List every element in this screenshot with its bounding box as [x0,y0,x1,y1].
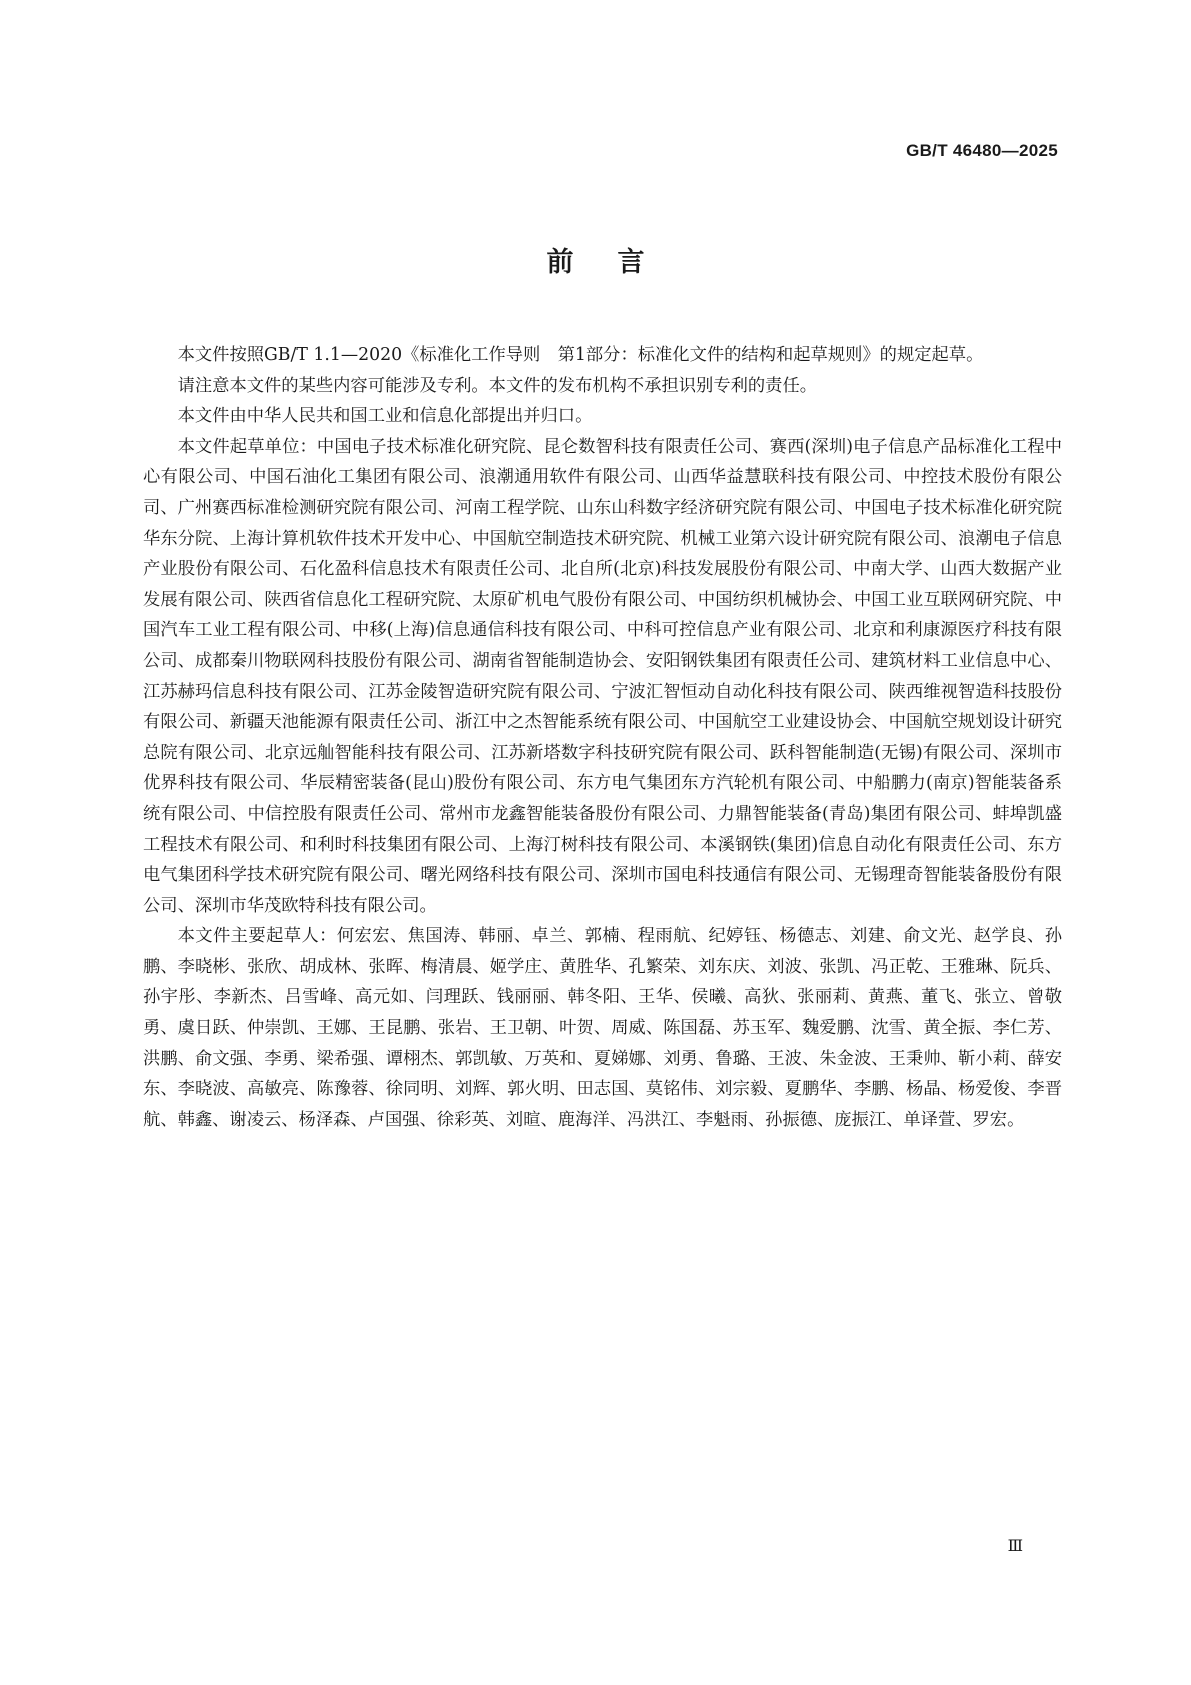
paragraph-patent-notice: 请注意本文件的某些内容可能涉及专利。本文件的发布机构不承担识别专利的责任。 [177,375,818,396]
paragraph-drafting-units: 本文件起草单位：中国电子技术标准化研究院、昆仑数智科技有限责任公司、赛西(深圳)电子信息产品标准化工程中心有限公司、中国石油化工集团有限公司、浪潮通用软件有限公司、山西华益慧联科技有限公司、中控技术股份有限公司、广州赛西标准检测研究院有限公司、河南工程学院、山东山科数字经济研究院有限公司、中国电子技术标准化研究院华东分院、上海计算机软件技术开发中心、中国航空制造技术研究院、机械工业第六设计研究院有限公司、浪潮电子信息产业股份有限公司、石化盈科信息技术有限责任公司、北自所(北京)科技发展股份有限公司、中南大学、山西大数据产业发展有限公司、陕西省信息化工程研究院、太原矿机电气股份有限公司、中国纺织机械协会、中国工业互联网研究院、中国汽车工业工程有限公司、中移(上海)信息通信科技有限公司、中科可控信息产业有限公司、北京和利康源医疗科技有限公司、成都秦川物联网科技股份有限公司、湖南省智能制造协会、安阳钢铁集团有限责任公司、建筑材料工业信息中心、江苏赫玛信息科技有限公司、江苏金陵智造研究院有限公司、宁波汇智恒动自动化科技有限公司、陕西维视智造科技股份有限公司、新疆天池能源有限责任公司、浙江中之杰智能系统有限公司、中国航空工业建设协会、中国航空规划设计研究总院有限公司、北京远舢智能科技有限公司、江苏新塔数字科技研究院有限公司、跃科智能制造(无锡)有限公司、深圳市优界科技有限公司、华辰精密装备(昆山)股份有限公司、东方电气集团东方汽轮机有限公司、中船鹏力(南京)智能装备系统有限公司、中信控股有限责任公司、常州市龙鑫智能装备股份有限公司、力鼎智能装备(青岛)集团有限公司、蚌埠凯盛工程技术有限公司、和利时科技集团有限公司、上海汀树科技有限公司、本溪钢铁(集团)信息自动化有限责任公司、东方电气集团科学技术研究院有限公司、曙光网络科技有限公司、深圳市国电科技通信有限公司、无锡理奇智能装备股份有限公司、深圳市华茂欧特科技有限公司。 [143,436,1062,916]
page-number: Ⅲ [1007,1536,1023,1555]
page-title: 前言 [546,247,689,278]
paragraph-drafting-rules: 本文件按照GB/T 1.1—2020《标准化工作导则 第1部分：标准化文件的结构和起草规则》的规定起草。 [177,345,984,365]
standard-code: GB/T 46480—2025 [906,141,1058,160]
preface-body [143,340,1062,1135]
paragraph-drafters: 本文件主要起草人：何宏宏、焦国涛、韩丽、卓兰、郭楠、程雨航、纪婷钰、杨德志、刘建、俞文光、赵学良、孙鹏、李晓彬、张欣、胡成林、张晖、梅清晨、姬学庄、黄胜华、孔繁荣、刘东庆、刘波、张凯、冯正乾、王雅琳、阮兵、孙宇彤、李新杰、吕雪峰、高元如、闫理跃、钱丽丽、韩冬阳、王华、侯曦、高狄、张丽莉、黄燕、董飞、张立、曾敬勇、虞日跃、仲崇凯、王娜、王昆鹏、张岩、王卫朝、叶贺、周威、陈国磊、苏玉军、魏爱鹏、沈雪、黄全振、李仁芳、洪鹏、俞文强、李勇、梁希强、谭栩杰、郭凯敏、万英和、夏娣娜、刘勇、鲁璐、王波、朱金波、王秉帅、靳小莉、薛安东、李晓波、高敏亮、陈豫蓉、徐同明、刘辉、郭火明、田志国、莫铭伟、刘宗毅、夏鹏华、李鹏、杨晶、杨爱俊、李晋航、韩鑫、谢凌云、杨泽森、卢国强、徐彩英、刘暄、鹿海洋、冯洪江、李魁雨、孙振德、庞振江、单译萱、罗宏。 [143,926,1062,1130]
paragraph-proposer: 本文件由中华人民共和国工业和信息化部提出并归口。 [177,406,593,427]
